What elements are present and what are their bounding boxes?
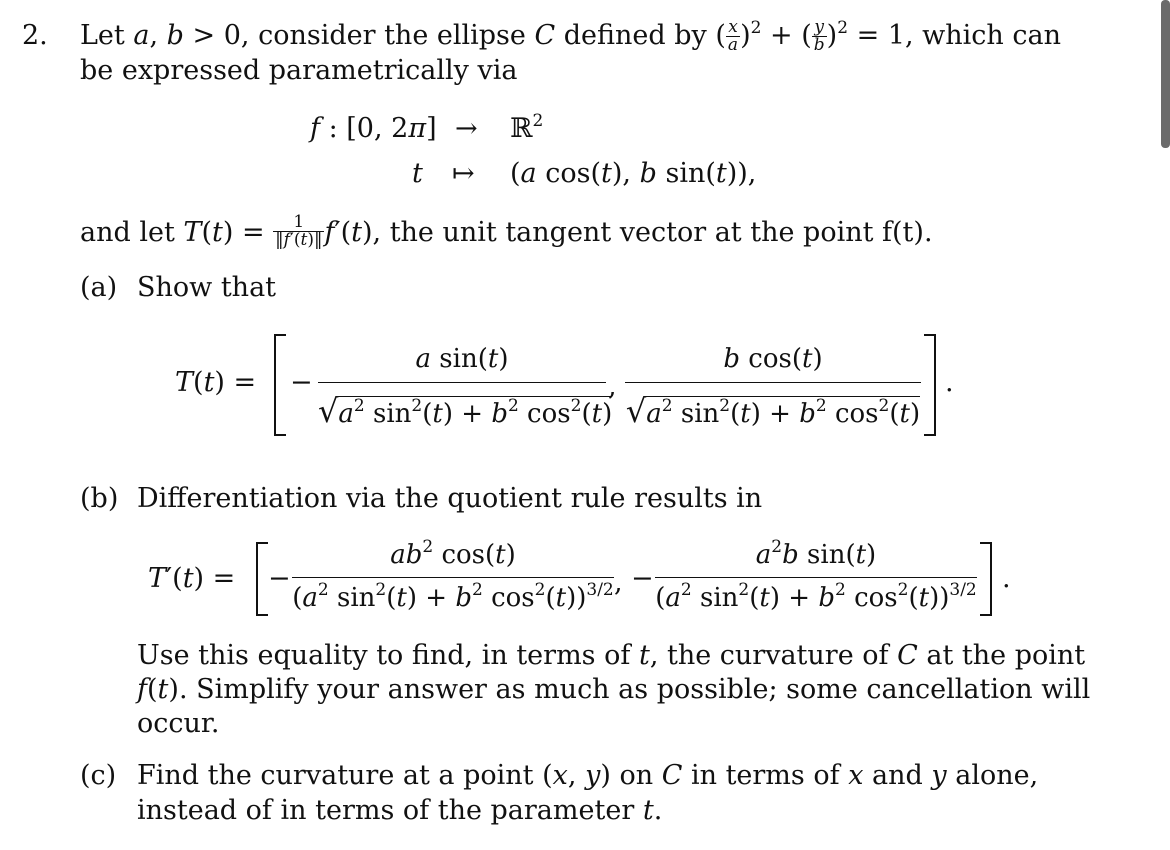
part-a-text: Show that [137, 272, 277, 303]
comma-2: , [614, 567, 623, 598]
T-second-component: b cos(t) $√a^2$ $\sin^2(t) + b^2$ $\cos^2(t)$ [625, 344, 921, 430]
Tprime-second-component: $a^2b$ sin(t) ($a^2$ $\sin^2(t) + b^2$ $\cos^2(t))^{3/2}$ [655, 537, 977, 613]
minus-sign-2: − [268, 563, 291, 594]
part-a-label: (a) [80, 272, 118, 303]
part-c-line-2: instead of in terms of the parameter t. [137, 795, 663, 826]
tangent-definition: and let T(t) = $\frac{1}{‖f'(t)‖}$ f′(t), the unit tangent vector at the point f(t). [80, 212, 933, 250]
minus-sign-3: − [631, 563, 654, 594]
T-first-component: a sin(t) $√a^2$ $\sin^2(t) + b^2$ $\cos^2(t)$ [318, 344, 613, 430]
part-b-line-1: Use this equality to find, in terms of t, the curvature of C at the point [137, 640, 1086, 671]
left-bracket [274, 334, 286, 436]
intro-line-1: Let a, b > 0, consider the ellipse C defined by ( $\frac{x}{a}$ )$^2$ + ( $\frac{y}{b}$ )$^2$ = 1, which can [80, 17, 1062, 55]
maps-to-arrow: ↦ [452, 158, 475, 189]
part-b-line-3: occur. [137, 708, 220, 739]
period: . [945, 367, 954, 398]
vertical-scrollbar[interactable] [1161, 0, 1170, 148]
intro-line-2: be expressed parametrically via [80, 55, 518, 86]
problem-number: 2. [22, 20, 48, 51]
codomain: ℝ$^2$ [510, 111, 544, 144]
left-bracket-2 [256, 542, 268, 616]
map-line-1: f : [0, 2π] [310, 113, 437, 144]
arrow-to: → [455, 113, 478, 144]
T-lhs: T(t) = [175, 367, 257, 398]
Tprime-first-component: $ab^2$ cos(t) ($a^2$ $\sin^2(t) + b^2$ $\cos^2(t))^{3/2}$ [292, 537, 614, 613]
part-b-intro: Differentiation via the quotient rule results in [137, 483, 763, 514]
Tprime-lhs: T′(t) = [148, 563, 236, 594]
map-image: (a cos(t), b sin(t)), [510, 158, 757, 189]
part-b-line-2: f(t). Simplify your answer as much as possible; some cancellation will [137, 674, 1091, 705]
map-variable: t [412, 158, 423, 189]
part-c-label: (c) [80, 760, 117, 791]
period-2: . [1002, 563, 1011, 594]
part-b-label: (b) [80, 483, 119, 514]
part-c-line-1: Find the curvature at a point (x, y) on C in terms of x and y alone, [137, 760, 1039, 791]
comma: , [608, 371, 617, 402]
right-bracket-2 [980, 542, 992, 616]
minus-sign: − [290, 367, 313, 398]
right-bracket [924, 334, 936, 436]
